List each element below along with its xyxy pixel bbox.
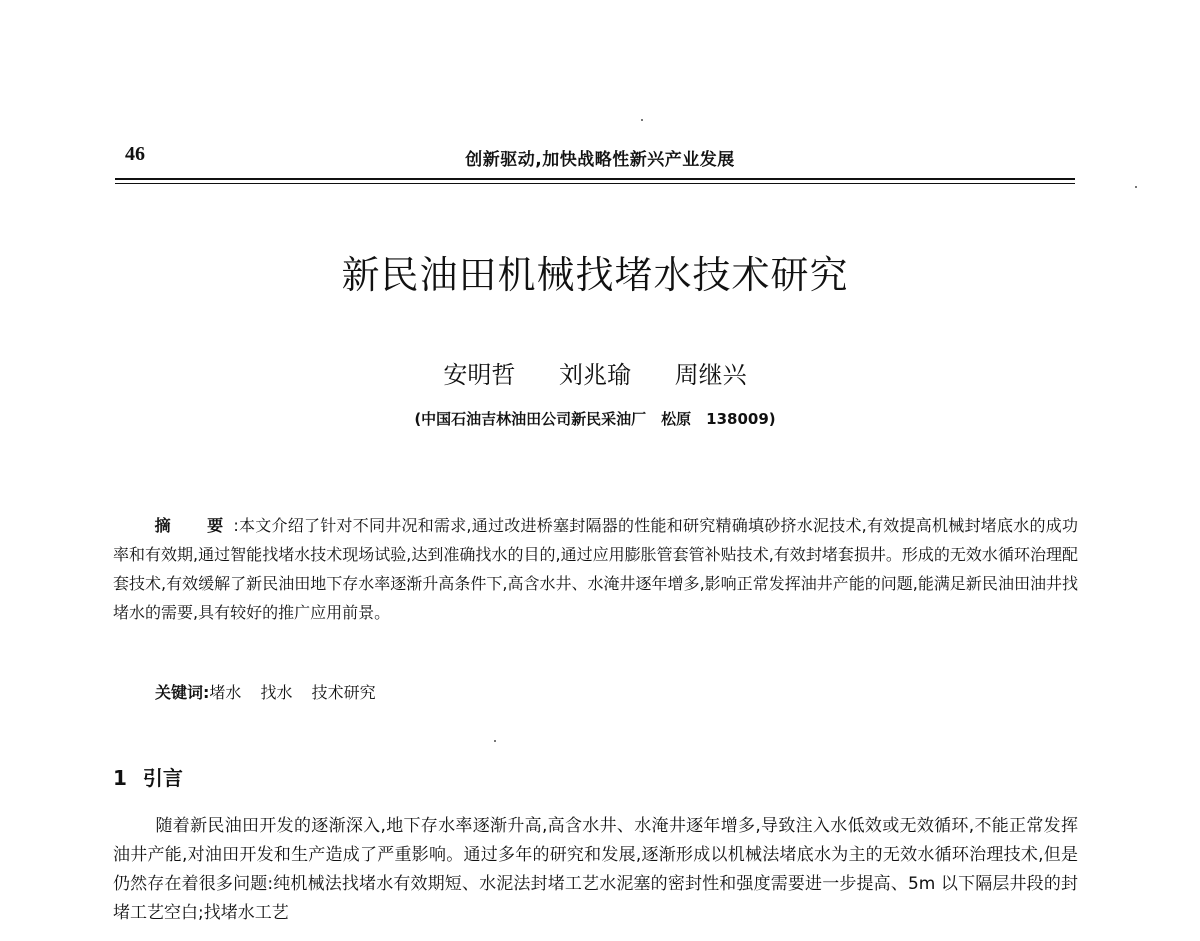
keyword: 技术研究	[311, 683, 376, 702]
header-rule-thick	[115, 178, 1075, 180]
section-number: 1	[113, 766, 127, 790]
author-name: 安明哲	[443, 361, 516, 389]
running-head: 创新驱动,加快战略性新兴产业发展	[465, 150, 735, 170]
author-list	[300, 355, 890, 390]
affiliation: (中国石油吉林油田公司新民采油厂 松原 138009)	[414, 410, 776, 428]
author-name: 刘兆瑜	[559, 361, 631, 389]
keyword: 堵水	[209, 683, 242, 702]
keywords	[155, 680, 1075, 703]
author-name: 周继兴	[674, 361, 747, 389]
scan-speck	[641, 119, 643, 121]
keywords-label: 关键词:	[155, 683, 210, 702]
scan-speck	[494, 740, 496, 742]
header-rule-thin	[115, 183, 1075, 184]
section-title: 引言	[142, 766, 183, 790]
abstract-text: :本文介绍了针对不同井况和需求,通过改进桥塞封隔器的性能和研究精确填砂挤水泥技术,有效提高机械封堵底水的成功率和有效期,通过智能找堵水技术现场试验,达到准确找水的目的,通过应用膨胀管套管补贴技术,有效封堵套损井。形成的无效水循环治理配套技术,有效缓解了新民油田地下存水率逐渐升高条件下,高含水井、水淹井逐年增多,影响正常发挥油井产能的问题,能满足新民油田油井找堵水的需要,具有较好的推广应用前景。	[113, 516, 1078, 622]
abstract	[113, 511, 1078, 627]
abstract-label: 摘 要	[154, 516, 234, 535]
keyword: 找水	[260, 683, 293, 702]
paper-title: 新民油田机械找堵水技术研究	[341, 253, 849, 297]
body-paragraph: 随着新民油田开发的逐渐深入,地下存水率逐渐升高,高含水井、水淹井逐年增多,导致注入水低效或无效循环,不能正常发挥油井产能,对油田开发和生产造成了严重影响。通过多年的研究和发展,逐渐形成以机械法堵底水为主的无效水循环治理技术,但是仍然存在着很多问题:纯机械法找堵水有效期短、水泥法封堵工艺水泥塞的密封性和强度需要进一步提高、5m 以下隔层井段的封堵工艺空白;找堵水工艺	[113, 816, 1078, 923]
page-number: 46	[125, 143, 145, 165]
section-heading	[113, 762, 183, 791]
scan-speck	[1135, 186, 1137, 188]
